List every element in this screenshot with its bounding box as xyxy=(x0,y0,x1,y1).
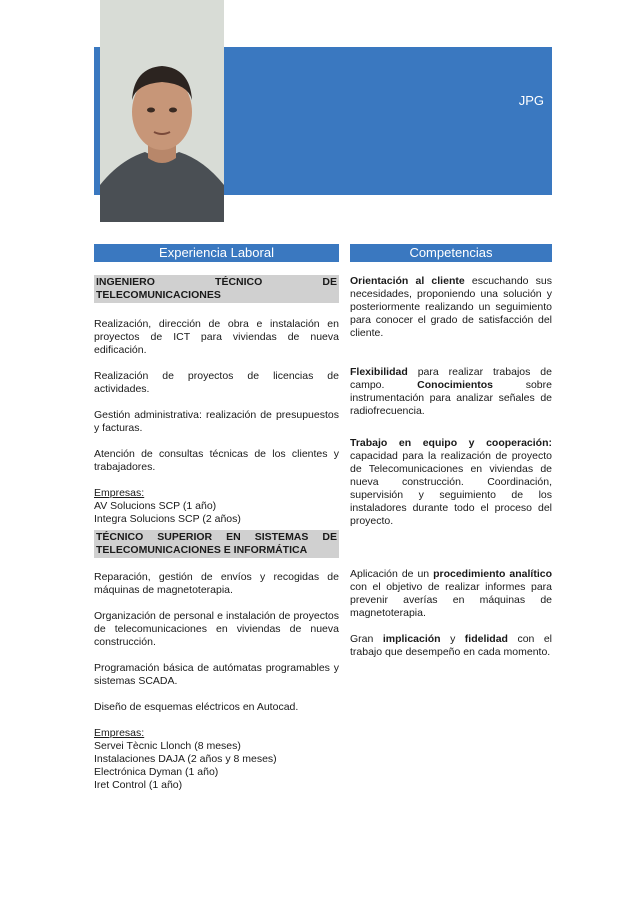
skill-4-text: con el objetivo de realizar informes para prevenir averías en máquinas de magnetoterapia. xyxy=(350,581,552,619)
skill-5-mid: y xyxy=(440,633,465,645)
job1-item-4: Atención de consultas técnicas de los clientes y trabajadores. xyxy=(94,448,339,473)
skill-5 xyxy=(350,633,552,659)
skill-3 xyxy=(350,437,552,528)
skill-2-bold-1: Flexibilidad xyxy=(350,366,408,378)
skill-2 xyxy=(350,366,552,418)
job-title-1: INGENIERO TÉCNICO DE TELECOMUNICACIONES xyxy=(96,276,337,301)
job1-item-1: Realización, dirección de obra e instalación en proyectos de ICT para viviendas de nueva edificación. xyxy=(94,318,339,356)
skill-2-bold-2: Conocimientos xyxy=(417,379,493,391)
job2-item-2: Organización de personal e instalación de proyectos de telecomunicaciones en viviendas de nueva construcción. xyxy=(94,610,339,648)
experience-heading: Experiencia Laboral xyxy=(94,244,339,262)
skill-4-pre: Aplicación de un xyxy=(350,568,434,580)
job1-company-2: Integra Solucions SCP (2 años) xyxy=(94,513,241,525)
job1-item-3: Gestión administrativa: realización de presupuestos y facturas. xyxy=(94,409,339,434)
job1-companies-label: Empresas: xyxy=(94,487,145,499)
job2-company-1: Servei Tècnic Llonch (8 meses) xyxy=(94,740,241,752)
job2-item-4: Diseño de esquemas eléctricos en Autocad. xyxy=(94,701,299,713)
skill-2-mid: para realizar trabajos de campo. xyxy=(350,366,552,391)
job2-item-1: Reparación, gestión de envíos y recogidas de máquinas de magnetoterapia. xyxy=(94,571,339,596)
job1-item-2: Realización de proyectos de licencias de actividades. xyxy=(94,370,339,395)
skill-5-pre: Gran xyxy=(350,633,383,645)
job2-company-4: Iret Control (1 año) xyxy=(94,779,183,791)
skill-1-text: escuchando sus necesidades, proponiendo una solución y posteriormente realizando un seguimiento para conocer el grado de satisfacción del cliente. xyxy=(350,275,552,339)
skill-5-text: con el trabajo que desempeño en cada momento. xyxy=(350,633,553,658)
skill-5-bold-1: implicación xyxy=(382,633,441,645)
job2-companies-label: Empresas: xyxy=(94,727,145,739)
experience-column xyxy=(94,244,339,792)
job2-item-3: Programación básica de autómatas programables y sistemas SCADA. xyxy=(94,662,339,687)
skill-4 xyxy=(350,568,552,620)
skill-5-bold-2: fidelidad xyxy=(464,633,508,645)
job2-company-3: Electrónica Dyman (1 año) xyxy=(94,766,219,778)
job2-company-2: Instalaciones DAJA (2 años y 8 meses) xyxy=(94,753,277,765)
skills-column xyxy=(350,244,552,659)
job1-company-1: AV Solucions SCP (1 año) xyxy=(94,500,217,512)
person-portrait-icon xyxy=(100,0,224,222)
skill-1 xyxy=(350,275,552,340)
skill-2-text: sobre instrumentación para analizar señales de radiofrecuencia. xyxy=(350,379,552,417)
skill-3-bold: Trabajo en equipo y cooperación: xyxy=(350,437,552,449)
job-title-2: TÉCNICO SUPERIOR EN SISTEMAS DE TELECOMUNICACIONES E INFORMÁTICA xyxy=(96,531,337,556)
skill-3-text: capacidad para la realización de proyecto de Telecomunicaciones en viviendas de nueva construcción. Coordinación, supervisión y seguimiento de los instaladores durante todo el proceso del proyecto. xyxy=(350,450,552,527)
skill-1-bold: Orientación al cliente xyxy=(350,275,465,287)
initials: JPG xyxy=(518,93,544,108)
profile-photo xyxy=(100,0,224,222)
skill-4-bold: procedimiento analítico xyxy=(433,568,552,580)
skills-heading: Competencias xyxy=(350,244,552,262)
